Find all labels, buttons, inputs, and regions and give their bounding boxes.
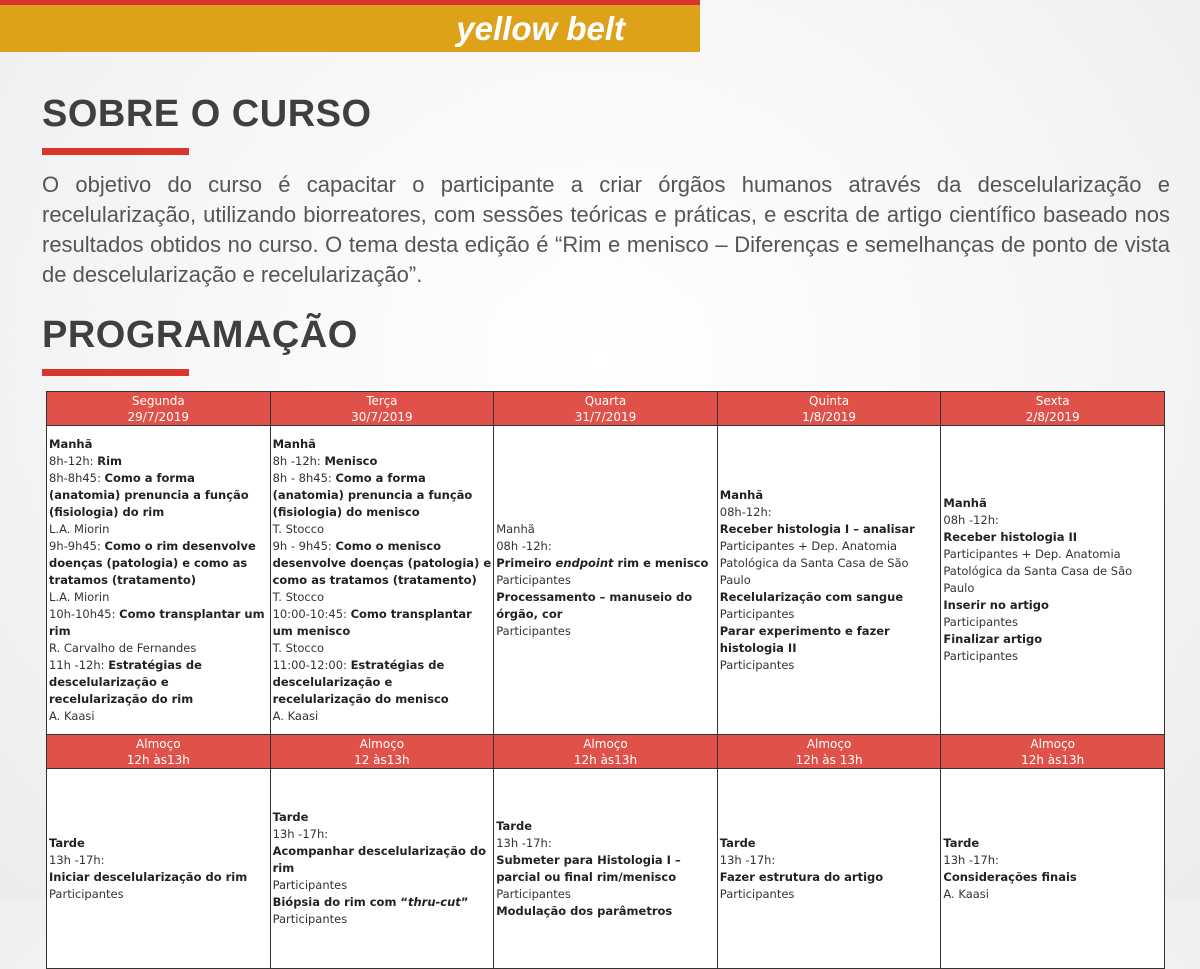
belt-banner — [0, 5, 700, 52]
schedule-entry-line: Manhã — [49, 436, 93, 451]
schedule-entry-line: 08h -12h: — [496, 538, 552, 553]
schedule-entry-line: Inserir no artigo — [943, 598, 1049, 612]
schedule-entry-line: Participantes — [496, 623, 571, 638]
schedule-entry-line: Participantes + Dep. Anatomia Patológica da Santa Casa de São Paulo — [943, 547, 1133, 595]
schedule-entry-line: 13h -17h: — [272, 827, 329, 841]
schedule-entry-line: Considerações finais — [943, 869, 1077, 884]
schedule-entry-line: Tarde — [943, 835, 980, 850]
schedule-entry-line: Processamento – manuseio do órgão, cor — [496, 589, 693, 621]
schedule-entry-line: Participantes — [496, 886, 571, 901]
schedule-entry-line: Participantes — [719, 657, 795, 672]
schedule-entry-line: Participantes + Dep. Anatomia Patológica da Santa Casa de São Paulo — [719, 538, 909, 587]
afternoon-cell — [717, 769, 941, 969]
schedule-entry-line: 8h -12h: Menisco — [272, 453, 378, 468]
morning-cell — [941, 426, 1165, 735]
schedule-entry-line: Participantes — [719, 606, 795, 621]
schedule-entry-line: T. Stocco — [272, 640, 325, 655]
schedule-entry-line: A. Kaasi — [943, 886, 989, 901]
schedule-entry-line: Participantes — [272, 878, 348, 892]
lunch-header: Almoço 12h às13h — [47, 735, 271, 769]
schedule-entry-line: Fazer estrutura do artigo — [719, 869, 884, 884]
program-title-underline — [42, 369, 189, 376]
about-title: SOBRE O CURSO — [42, 93, 372, 135]
schedule-table — [46, 391, 1165, 969]
schedule-entry-line: 13h -17h: — [49, 852, 105, 867]
lunch-row — [47, 735, 1165, 769]
afternoon-cell — [270, 769, 494, 969]
lunch-header: Almoço 12h às13h — [941, 735, 1165, 769]
belt-label: yellow belt — [456, 9, 625, 47]
day-header: Segunda 29/7/2019 — [47, 392, 271, 426]
schedule-entry-line: Participantes — [943, 649, 1019, 663]
schedule-entry-line: Modulação dos parâmetros — [496, 903, 673, 918]
schedule-entry-line: A. Kaasi — [272, 708, 319, 723]
schedule-entry-line: Participantes — [49, 886, 124, 901]
about-title-underline — [42, 148, 189, 155]
schedule-entry-line: Participantes — [272, 912, 348, 926]
schedule-entry-line: Tarde — [719, 835, 756, 850]
schedule-entry-line: Participantes — [496, 572, 571, 587]
schedule-entry-line: T. Stocco — [272, 589, 325, 604]
morning-row — [47, 426, 1165, 735]
schedule-entry-line: L.A. Miorin — [49, 521, 110, 536]
schedule-entry-line: Receber histologia II — [943, 530, 1078, 544]
schedule-entry-line: Acompanhar descelularização do rim — [272, 844, 487, 875]
schedule-entry-line: Recelularização com sangue — [719, 589, 904, 604]
schedule-entry-line: Biópsia do rim com “thru-cut” — [272, 895, 469, 909]
morning-cell — [494, 426, 718, 735]
schedule-entry-line: 08h -12h: — [943, 513, 999, 527]
schedule-entry-line: T. Stocco — [272, 521, 325, 536]
afternoon-cell — [47, 769, 271, 969]
schedule-entry-line: Manhã — [943, 496, 987, 510]
schedule-entry-line: 11h -12h: Estratégias de descelularização e recelularização do rim — [49, 657, 202, 706]
day-header: Sexta 2/8/2019 — [941, 392, 1165, 426]
schedule-entry-line: Tarde — [272, 810, 309, 824]
program-title: PROGRAMAÇÃO — [42, 314, 358, 356]
day-header: Quinta 1/8/2019 — [717, 392, 941, 426]
lunch-header: Almoço 12h às13h — [494, 735, 718, 769]
schedule-entry-line: 9h - 9h45: Como o menisco desenvolve doenças (patologia) e como as tratamos (tratamento) — [272, 538, 492, 587]
morning-cell — [47, 426, 271, 735]
schedule-entry-line: Tarde — [49, 835, 85, 850]
day-header: Terça 30/7/2019 — [270, 392, 494, 426]
morning-cell — [270, 426, 494, 735]
schedule-entry-line: Primeiro endpoint rim e menisco — [496, 555, 709, 570]
schedule-entry-line: 8h - 8h45: Como a forma (anatomia) prenuncia a função (fisiologia) do menisco — [272, 470, 473, 519]
about-text: O objetivo do curso é capacitar o participante a criar órgãos humanos através da descelularização e recelularização, utilizando biorreatores, com sessões teóricas e práticas, e escrita de artigo científico baseado nos resultados obtidos no curso. O tema desta edição é “Rim e menisco – Diferenças e semelhanças de ponto de vista de descelularização e recelularização”. — [42, 172, 1170, 287]
schedule-entry-line: 13h -17h: — [943, 852, 999, 867]
schedule-entry-line: Manhã — [272, 436, 316, 451]
schedule-entry-line: Parar experimento e fazer histologia II — [719, 623, 890, 655]
schedule-entry-line: Receber histologia I – analisar — [719, 521, 915, 536]
schedule-entry-line: Iniciar descelularização do rim — [49, 869, 248, 884]
schedule-entry-line: 11:00-12:00: Estratégias de descelularização e recelularização do menisco — [272, 657, 449, 706]
schedule-entry-line: 8h-8h45: Como a forma (anatomia) prenuncia a função (fisiologia) do rim — [49, 470, 249, 519]
schedule-entry-line: A. Kaasi — [49, 708, 95, 723]
morning-cell — [717, 426, 941, 735]
schedule-entry-line: Manhã — [719, 487, 764, 502]
afternoon-cell — [941, 769, 1165, 969]
afternoon-row — [47, 769, 1165, 969]
day-header-row — [47, 392, 1165, 426]
schedule-entry-line: 08h-12h: — [719, 504, 772, 519]
schedule-entry-line: Participantes — [943, 615, 1019, 629]
schedule-entry-line: L.A. Miorin — [49, 589, 110, 604]
schedule-entry-line: Submeter para Histologia I – parcial ou final rim/menisco — [496, 852, 681, 884]
day-header: Quarta 31/7/2019 — [494, 392, 718, 426]
schedule-entry-line: 13h -17h: — [496, 835, 552, 850]
schedule-entry-line: Tarde — [496, 818, 533, 833]
lunch-header: Almoço 12h às 13h — [717, 735, 941, 769]
schedule-entry-line: Finalizar artigo — [943, 632, 1043, 646]
schedule-entry-line: 10h-10h45: Como transplantar um rim — [49, 606, 265, 638]
schedule-entry-line: 13h -17h: — [719, 852, 776, 867]
schedule-entry-line: 9h-9h45: Como o rim desenvolve doenças (patologia) e como as tratamos (tratamento) — [49, 538, 256, 587]
afternoon-cell — [494, 769, 718, 969]
schedule-entry-line: Manhã — [496, 521, 535, 536]
schedule-entry-line: 10:00-10:45: Como transplantar um menisco — [272, 606, 472, 638]
lunch-header: Almoço 12 às13h — [270, 735, 494, 769]
schedule-entry-line: R. Carvalho de Fernandes — [49, 640, 197, 655]
schedule-entry-line: Participantes — [719, 886, 795, 901]
schedule-entry-line: 8h-12h: Rim — [49, 453, 122, 468]
